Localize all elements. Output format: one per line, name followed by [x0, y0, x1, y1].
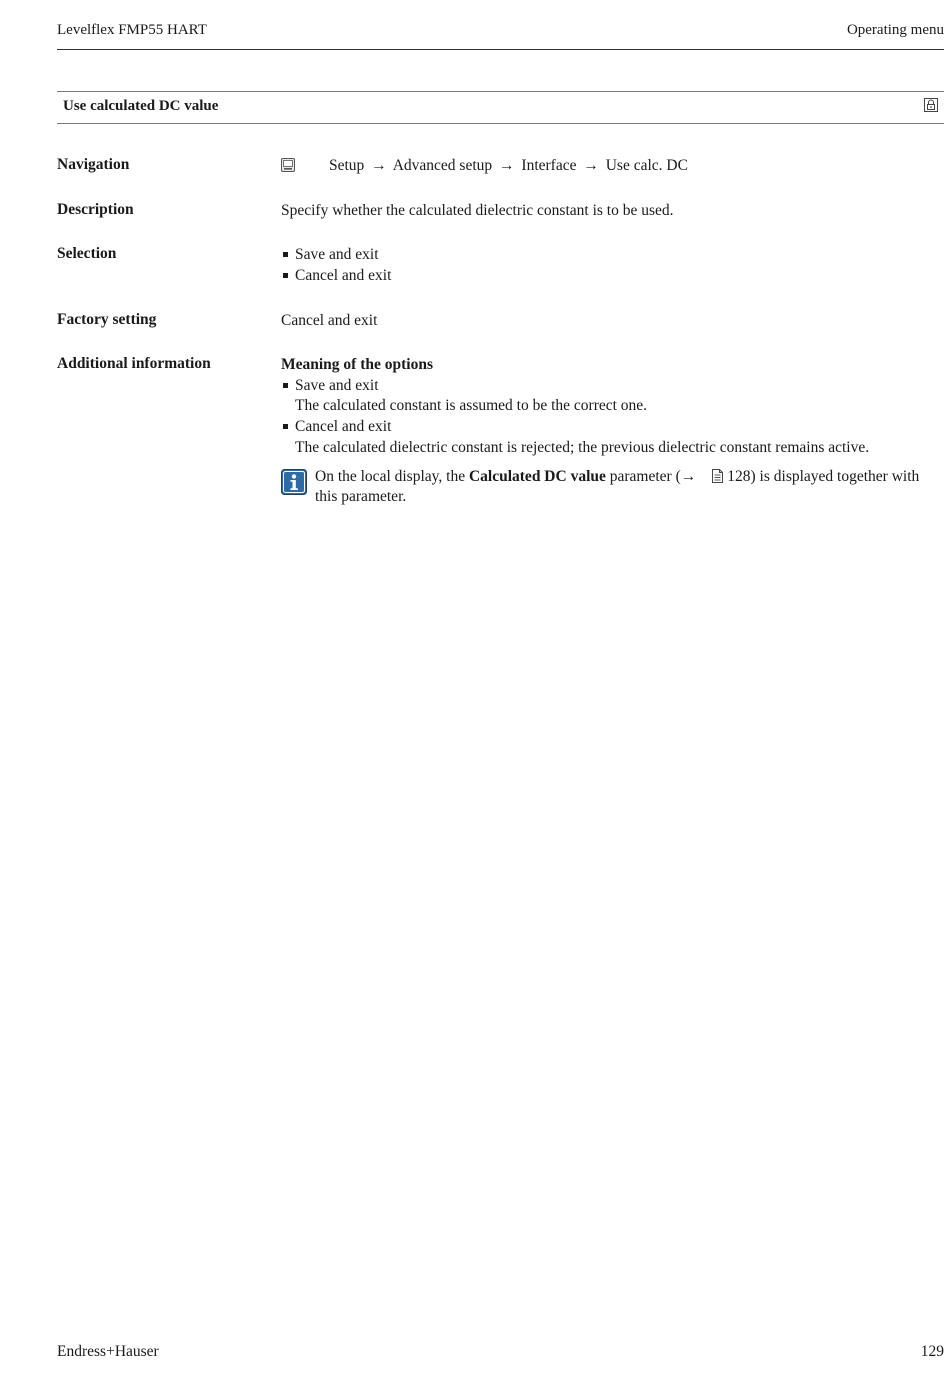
additional-information-row [57, 355, 944, 535]
selection-label: Selection [57, 245, 117, 262]
option-description: The calculated dielectric constant is rejected; the previous dielectric constant remains active. [295, 438, 870, 456]
options-heading: Meaning of the options [281, 356, 433, 373]
header-divider [57, 49, 944, 50]
info-note [281, 467, 921, 508]
footer-company: Endress+Hauser [57, 1343, 159, 1360]
lock-icon [924, 98, 938, 112]
description-row [57, 201, 944, 223]
arrow-right-icon: → [583, 157, 599, 174]
page-reference-icon [710, 469, 724, 483]
display-device-icon [281, 158, 295, 172]
selection-row [57, 245, 944, 289]
navigation-path [329, 156, 688, 177]
note-middle: parameter (→ [605, 467, 697, 485]
navigation-label: Navigation [57, 156, 130, 173]
page-header [57, 22, 944, 42]
info-icon [281, 469, 307, 495]
page-footer [57, 1343, 944, 1363]
nav-step-interface: Interface [521, 157, 577, 174]
option-description: The calculated constant is assumed to be the correct one. [295, 397, 648, 415]
arrow-right-icon: → [499, 157, 515, 174]
page-number: 129 [920, 1343, 944, 1360]
note-suffix: ) is displayed together with this parameter. [315, 467, 920, 506]
factory-setting-label: Factory setting [57, 311, 157, 328]
selection-option: Save and exit [281, 245, 921, 266]
factory-setting-value: Cancel and exit [281, 312, 378, 329]
note-page-link[interactable]: 128 [727, 467, 751, 485]
parameter-title-bar [57, 91, 944, 124]
option-name: Save and exit [281, 376, 921, 397]
option-name: Cancel and exit [281, 417, 921, 438]
selection-option: Cancel and exit [281, 266, 921, 287]
additional-information-label: Additional information [57, 355, 211, 372]
parameter-title: Use calculated DC value [63, 98, 219, 114]
factory-setting-row [57, 311, 944, 333]
additional-information-content [281, 355, 921, 508]
selection-list [281, 245, 921, 286]
nav-step-advanced-setup: Advanced setup [392, 157, 493, 174]
header-product: Levelflex FMP55 HART [57, 22, 207, 38]
arrow-right-icon: → [371, 157, 387, 174]
nav-step-use-calc-dc: Use calc. DC [605, 157, 688, 174]
note-parameter-name: Calculated DC value [468, 467, 606, 485]
nav-step-setup: Setup [329, 157, 365, 174]
description-text: Specify whether the calculated dielectric constant is to be used. [281, 202, 674, 219]
description-label: Description [57, 201, 134, 218]
header-section: Operating menu [846, 22, 944, 38]
navigation-row [57, 156, 944, 178]
note-prefix: On the local display, the [315, 467, 469, 485]
